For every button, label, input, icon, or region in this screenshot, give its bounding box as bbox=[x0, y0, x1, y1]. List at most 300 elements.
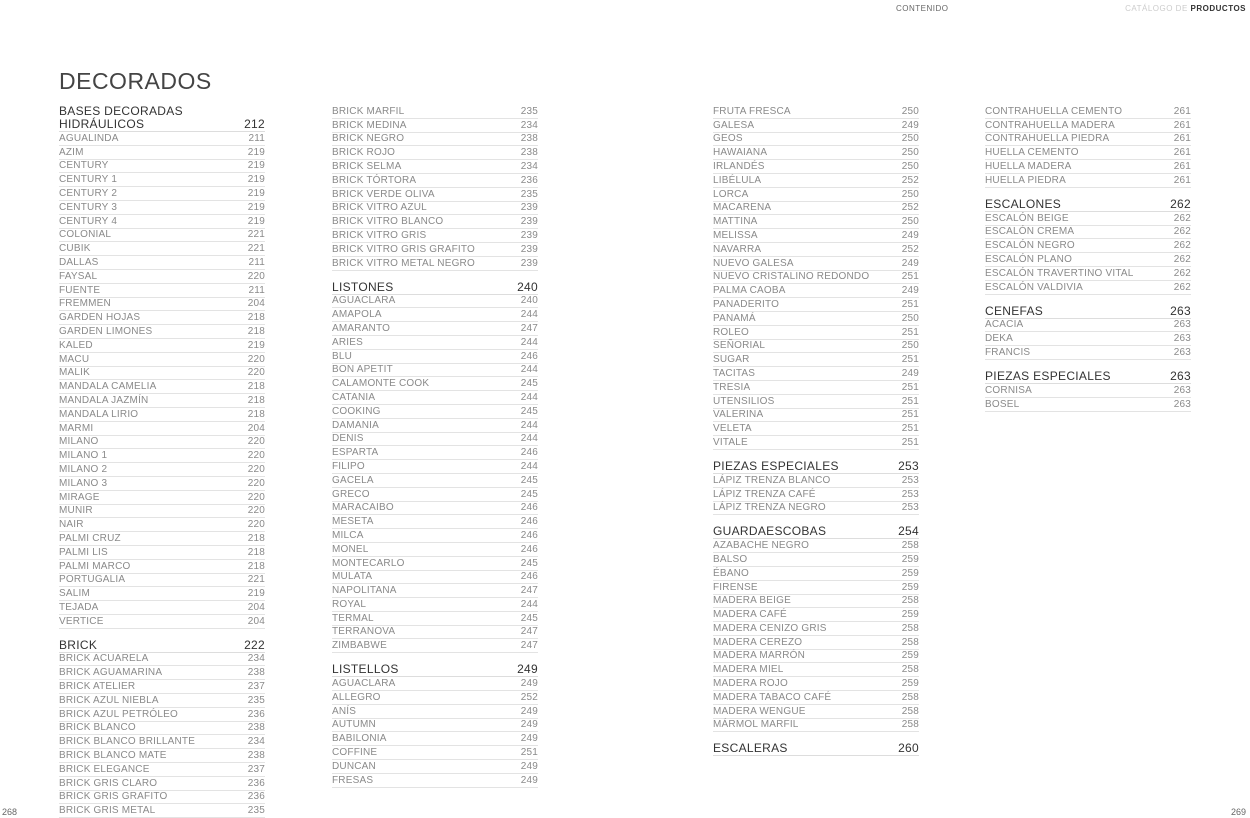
entry-page: 218 bbox=[247, 560, 265, 572]
index-entry[interactable] bbox=[985, 105, 1191, 119]
entry-name: MUNIR bbox=[59, 505, 93, 517]
index-entry[interactable] bbox=[713, 705, 919, 719]
index-entry[interactable] bbox=[332, 336, 538, 350]
index-entry[interactable] bbox=[59, 791, 265, 805]
entry-page: 218 bbox=[247, 394, 265, 406]
entry-page: 221 bbox=[247, 574, 265, 586]
index-section bbox=[985, 370, 1191, 412]
entry-page: 250 bbox=[901, 188, 919, 200]
index-entry[interactable] bbox=[59, 325, 265, 339]
index-entry[interactable] bbox=[713, 436, 919, 450]
entry-name: SALIM bbox=[59, 588, 91, 600]
index-entry[interactable] bbox=[59, 353, 265, 367]
index-section bbox=[985, 105, 1191, 188]
index-entry[interactable] bbox=[59, 146, 265, 160]
index-entry[interactable] bbox=[713, 298, 919, 312]
entry-name: CONTRAHUELLA PIEDRA bbox=[985, 133, 1110, 145]
index-entry[interactable] bbox=[985, 253, 1191, 267]
index-entry[interactable] bbox=[332, 446, 538, 460]
index-entry[interactable] bbox=[332, 174, 538, 188]
index-entry[interactable] bbox=[713, 312, 919, 326]
entry-name: MONTECARLO bbox=[332, 557, 405, 569]
entry-name: KALED bbox=[59, 339, 93, 351]
index-entry[interactable] bbox=[332, 515, 538, 529]
entry-page: 261 bbox=[1173, 105, 1191, 117]
index-entry[interactable] bbox=[713, 539, 919, 553]
entry-name: HUELLA CEMENTO bbox=[985, 147, 1079, 159]
index-entry[interactable] bbox=[59, 722, 265, 736]
entry-page: 258 bbox=[901, 691, 919, 703]
entry-page: 262 bbox=[1173, 212, 1191, 224]
entry-page: 234 bbox=[520, 119, 538, 131]
index-entry[interactable] bbox=[332, 571, 538, 585]
index-entry[interactable] bbox=[332, 160, 538, 174]
entry-name: LIBÉLULA bbox=[713, 174, 762, 186]
index-entry[interactable] bbox=[332, 350, 538, 364]
index-entry[interactable] bbox=[332, 488, 538, 502]
index-entry[interactable] bbox=[59, 173, 265, 187]
section-heading[interactable] bbox=[59, 105, 265, 132]
entry-name: MILANO 2 bbox=[59, 463, 108, 475]
entry-name: BALSO bbox=[713, 553, 748, 565]
entry-page: 258 bbox=[901, 636, 919, 648]
entry-page: 258 bbox=[901, 719, 919, 731]
index-entry[interactable] bbox=[713, 367, 919, 381]
index-entry[interactable] bbox=[332, 391, 538, 405]
entry-name: MADERA MIEL bbox=[713, 664, 784, 676]
section-heading[interactable] bbox=[59, 639, 265, 653]
entry-name: DAMANIA bbox=[332, 419, 379, 431]
index-entry[interactable] bbox=[985, 133, 1191, 147]
entry-page: 250 bbox=[901, 133, 919, 145]
index-entry[interactable] bbox=[332, 598, 538, 612]
entry-name: COFFINE bbox=[332, 747, 378, 759]
entry-name: BRICK ELEGANCE bbox=[59, 763, 150, 775]
index-entry[interactable] bbox=[59, 408, 265, 422]
index-entry[interactable] bbox=[59, 749, 265, 763]
index-entry[interactable] bbox=[713, 608, 919, 622]
entry-page: 253 bbox=[901, 488, 919, 500]
index-entry[interactable] bbox=[713, 581, 919, 595]
index-entry[interactable] bbox=[59, 708, 265, 722]
entry-page: 249 bbox=[520, 719, 538, 731]
index-entry[interactable] bbox=[713, 395, 919, 409]
index-entry[interactable] bbox=[713, 215, 919, 229]
section-heading[interactable] bbox=[713, 742, 919, 756]
entry-page: 251 bbox=[901, 298, 919, 310]
index-entry[interactable] bbox=[985, 160, 1191, 174]
index-entry[interactable] bbox=[332, 133, 538, 147]
index-entry[interactable] bbox=[713, 202, 919, 216]
section-title: BASES DECORADAS HIDRÁULICOS bbox=[59, 104, 183, 131]
index-entry[interactable] bbox=[713, 650, 919, 664]
index-entry[interactable] bbox=[332, 229, 538, 243]
index-entry[interactable] bbox=[713, 502, 919, 516]
index-entry[interactable] bbox=[332, 322, 538, 336]
index-entry[interactable] bbox=[332, 202, 538, 216]
index-entry[interactable] bbox=[713, 595, 919, 609]
section-heading[interactable] bbox=[713, 525, 919, 539]
index-entry[interactable] bbox=[332, 639, 538, 653]
index-entry[interactable] bbox=[59, 560, 265, 574]
entry-page: 236 bbox=[247, 708, 265, 720]
entry-page: 245 bbox=[520, 612, 538, 624]
index-entry[interactable] bbox=[332, 188, 538, 202]
index-entry[interactable] bbox=[332, 626, 538, 640]
index-entry[interactable] bbox=[332, 557, 538, 571]
entry-page: 220 bbox=[247, 270, 265, 282]
entry-name: PALMA CAOBA bbox=[713, 285, 786, 297]
index-entry[interactable] bbox=[332, 474, 538, 488]
entry-page: 220 bbox=[247, 353, 265, 365]
index-entry[interactable] bbox=[332, 105, 538, 119]
entry-name: AZABACHE NEGRO bbox=[713, 540, 810, 552]
entry-page: 238 bbox=[520, 133, 538, 145]
index-entry[interactable] bbox=[332, 612, 538, 626]
index-entry[interactable] bbox=[985, 174, 1191, 188]
entry-page: 250 bbox=[901, 340, 919, 352]
section-heading[interactable] bbox=[332, 281, 538, 295]
entry-page: 246 bbox=[520, 447, 538, 459]
index-entry[interactable] bbox=[332, 691, 538, 705]
entry-page: 219 bbox=[247, 160, 265, 172]
entry-page: 246 bbox=[520, 350, 538, 362]
index-entry[interactable] bbox=[332, 760, 538, 774]
entry-name: FIRENSE bbox=[713, 581, 758, 593]
entry-page: 240 bbox=[520, 295, 538, 307]
entry-name: LÁPIZ TRENZA CAFÉ bbox=[713, 488, 816, 500]
index-entry[interactable] bbox=[332, 405, 538, 419]
index-entry[interactable] bbox=[713, 271, 919, 285]
index-entry[interactable] bbox=[59, 518, 265, 532]
index-entry[interactable] bbox=[59, 380, 265, 394]
entry-name: DALLAS bbox=[59, 256, 99, 268]
section-heading[interactable] bbox=[713, 460, 919, 474]
entry-name: NAVARRA bbox=[713, 243, 762, 255]
index-entry[interactable] bbox=[59, 132, 265, 146]
index-entry[interactable] bbox=[713, 488, 919, 502]
index-entry[interactable] bbox=[713, 243, 919, 257]
index-entry[interactable] bbox=[59, 284, 265, 298]
index-entry[interactable] bbox=[59, 215, 265, 229]
index-entry[interactable] bbox=[59, 463, 265, 477]
entry-name: ACACIA bbox=[985, 319, 1024, 331]
entry-name: ESPARTA bbox=[332, 447, 379, 459]
entry-page: 244 bbox=[520, 309, 538, 321]
index-entry[interactable] bbox=[332, 433, 538, 447]
entry-name: ESCALÓN PLANO bbox=[985, 253, 1073, 265]
section-page: 262 bbox=[1170, 196, 1191, 211]
index-entry[interactable] bbox=[713, 553, 919, 567]
entry-page: 263 bbox=[1173, 319, 1191, 331]
entry-name: MULATA bbox=[332, 571, 373, 583]
index-entry[interactable] bbox=[985, 398, 1191, 412]
index-entry[interactable] bbox=[332, 364, 538, 378]
entry-name: CENTURY bbox=[59, 160, 109, 172]
entry-page: 259 bbox=[901, 581, 919, 593]
entry-page: 238 bbox=[247, 722, 265, 734]
header-catalog-label bbox=[1125, 4, 1246, 13]
index-entry[interactable] bbox=[713, 174, 919, 188]
index-entry[interactable] bbox=[59, 311, 265, 325]
entry-name: CATANIA bbox=[332, 391, 376, 403]
entry-name: ESCALÓN CREMA bbox=[985, 226, 1075, 238]
entry-name: BRICK AZUL NIEBLA bbox=[59, 694, 159, 706]
index-entry[interactable] bbox=[985, 384, 1191, 398]
entry-name: GARDEN LIMONES bbox=[59, 325, 153, 337]
index-entry[interactable] bbox=[713, 133, 919, 147]
entry-page: 245 bbox=[520, 405, 538, 417]
entry-name: NAPOLITANA bbox=[332, 585, 397, 597]
index-entry[interactable] bbox=[59, 491, 265, 505]
entry-name: BRICK SELMA bbox=[332, 160, 402, 172]
section-heading[interactable] bbox=[985, 198, 1191, 212]
index-entry[interactable] bbox=[59, 804, 265, 818]
index-entry[interactable] bbox=[332, 719, 538, 733]
index-entry[interactable] bbox=[59, 436, 265, 450]
index-entry[interactable] bbox=[332, 705, 538, 719]
index-section bbox=[332, 663, 538, 787]
entry-page: 259 bbox=[901, 567, 919, 579]
index-entry[interactable] bbox=[59, 777, 265, 791]
index-entry[interactable] bbox=[59, 735, 265, 749]
entry-page: 246 bbox=[520, 571, 538, 583]
index-entry[interactable] bbox=[59, 256, 265, 270]
index-column-4 bbox=[985, 105, 1191, 412]
section-page: 249 bbox=[517, 662, 538, 677]
index-section bbox=[985, 198, 1191, 295]
entry-page: 219 bbox=[247, 187, 265, 199]
entry-name: COOKING bbox=[332, 405, 381, 417]
entry-name: GALESA bbox=[713, 119, 755, 131]
entry-page: 235 bbox=[520, 188, 538, 200]
entry-page: 220 bbox=[247, 477, 265, 489]
index-entry[interactable] bbox=[985, 226, 1191, 240]
index-entry[interactable] bbox=[59, 270, 265, 284]
index-entry[interactable] bbox=[332, 732, 538, 746]
index-entry[interactable] bbox=[332, 308, 538, 322]
index-entry[interactable] bbox=[713, 409, 919, 423]
index-entry[interactable] bbox=[713, 119, 919, 133]
index-entry[interactable] bbox=[332, 543, 538, 557]
index-entry[interactable] bbox=[59, 680, 265, 694]
header-catalog-bold: PRODUCTOS bbox=[1190, 4, 1246, 13]
index-entry[interactable] bbox=[713, 719, 919, 733]
index-entry[interactable] bbox=[985, 239, 1191, 253]
index-entry[interactable] bbox=[713, 677, 919, 691]
index-entry[interactable] bbox=[713, 353, 919, 367]
index-entry[interactable] bbox=[59, 763, 265, 777]
index-entry[interactable] bbox=[59, 615, 265, 629]
section-heading[interactable] bbox=[985, 370, 1191, 384]
entry-name: CORNISA bbox=[985, 384, 1032, 396]
index-entry[interactable] bbox=[332, 215, 538, 229]
entry-page: 249 bbox=[901, 119, 919, 131]
entry-page: 253 bbox=[901, 474, 919, 486]
index-entry[interactable] bbox=[713, 691, 919, 705]
index-entry[interactable] bbox=[713, 188, 919, 202]
section-heading[interactable] bbox=[985, 305, 1191, 319]
index-entry[interactable] bbox=[332, 146, 538, 160]
index-entry[interactable] bbox=[332, 419, 538, 433]
entry-name: BRICK AZUL PETRÓLEO bbox=[59, 708, 179, 720]
entry-name: ESCALÓN VALDIVIA bbox=[985, 281, 1084, 293]
entry-name: GRECO bbox=[332, 488, 370, 500]
index-section bbox=[332, 105, 538, 271]
index-entry[interactable] bbox=[713, 381, 919, 395]
index-entry[interactable] bbox=[332, 529, 538, 543]
index-entry[interactable] bbox=[985, 281, 1191, 295]
section-page: 240 bbox=[517, 279, 538, 294]
index-entry[interactable] bbox=[59, 422, 265, 436]
entry-page: 244 bbox=[520, 391, 538, 403]
index-entry[interactable] bbox=[59, 339, 265, 353]
entry-name: BRICK MARFIL bbox=[332, 105, 405, 117]
entry-name: MADERA MARRÓN bbox=[713, 650, 806, 662]
index-entry[interactable] bbox=[332, 460, 538, 474]
index-entry[interactable] bbox=[59, 587, 265, 601]
index-entry[interactable] bbox=[985, 212, 1191, 226]
entry-name: BRICK ACUARELA bbox=[59, 653, 149, 665]
entry-page: 219 bbox=[247, 146, 265, 158]
index-entry[interactable] bbox=[59, 298, 265, 312]
entry-name: PALMI LIS bbox=[59, 546, 108, 558]
entry-name: VITALE bbox=[713, 436, 748, 448]
entry-page: 251 bbox=[901, 326, 919, 338]
index-entry[interactable] bbox=[713, 284, 919, 298]
entry-page: 218 bbox=[247, 532, 265, 544]
section-title: BRICK bbox=[59, 637, 98, 652]
index-entry[interactable] bbox=[59, 242, 265, 256]
index-entry[interactable] bbox=[713, 160, 919, 174]
index-entry[interactable] bbox=[332, 502, 538, 516]
index-entry[interactable] bbox=[332, 746, 538, 760]
index-entry[interactable] bbox=[59, 160, 265, 174]
index-entry[interactable] bbox=[713, 146, 919, 160]
entry-page: 262 bbox=[1173, 226, 1191, 238]
entry-page: 251 bbox=[901, 354, 919, 366]
index-entry[interactable] bbox=[59, 229, 265, 243]
entry-name: COLONIAL bbox=[59, 229, 112, 241]
entry-name: ESCALÓN NEGRO bbox=[985, 240, 1075, 252]
entry-page: 245 bbox=[520, 488, 538, 500]
index-entry[interactable] bbox=[985, 267, 1191, 281]
index-entry[interactable] bbox=[985, 119, 1191, 133]
index-entry[interactable] bbox=[713, 474, 919, 488]
index-entry[interactable] bbox=[713, 340, 919, 354]
index-entry[interactable] bbox=[332, 243, 538, 257]
index-entry[interactable] bbox=[59, 546, 265, 560]
index-entry[interactable] bbox=[59, 449, 265, 463]
index-entry[interactable] bbox=[332, 377, 538, 391]
entry-page: 238 bbox=[520, 147, 538, 159]
index-entry[interactable] bbox=[713, 229, 919, 243]
index-entry[interactable] bbox=[332, 119, 538, 133]
index-entry[interactable] bbox=[985, 146, 1191, 160]
index-entry[interactable] bbox=[985, 332, 1191, 346]
index-entry[interactable] bbox=[59, 201, 265, 215]
entry-name: CUBIK bbox=[59, 243, 91, 255]
index-entry[interactable] bbox=[59, 653, 265, 667]
entry-page: 237 bbox=[247, 681, 265, 693]
entry-name: FUENTE bbox=[59, 284, 101, 296]
index-entry[interactable] bbox=[713, 257, 919, 271]
entry-name: CENTURY 2 bbox=[59, 187, 118, 199]
index-entry[interactable] bbox=[713, 326, 919, 340]
entry-name: TERMAL bbox=[332, 612, 374, 624]
index-entry[interactable] bbox=[713, 422, 919, 436]
entry-page: 244 bbox=[520, 364, 538, 376]
entry-name: ANÍS bbox=[332, 705, 357, 717]
index-entry[interactable] bbox=[985, 319, 1191, 333]
entry-page: 218 bbox=[247, 408, 265, 420]
entry-name: ARIES bbox=[332, 336, 364, 348]
entry-page: 259 bbox=[901, 553, 919, 565]
index-entry[interactable] bbox=[985, 346, 1191, 360]
entry-name: BRICK TÓRTORA bbox=[332, 174, 417, 186]
index-entry[interactable] bbox=[332, 774, 538, 788]
index-entry[interactable] bbox=[59, 394, 265, 408]
entry-page: 218 bbox=[247, 546, 265, 558]
entry-name: AGUACLARA bbox=[332, 295, 396, 307]
index-section bbox=[59, 105, 265, 629]
entry-name: MADERA CEREZO bbox=[713, 636, 803, 648]
entry-page: 245 bbox=[520, 474, 538, 486]
entry-page: 250 bbox=[901, 105, 919, 117]
entry-name: MANDALA LIRIO bbox=[59, 408, 139, 420]
entry-page: 249 bbox=[520, 678, 538, 690]
index-entry[interactable] bbox=[59, 477, 265, 491]
index-entry[interactable] bbox=[59, 505, 265, 519]
entry-page: 247 bbox=[520, 640, 538, 652]
index-entry[interactable] bbox=[713, 105, 919, 119]
index-entry[interactable] bbox=[59, 187, 265, 201]
section-title: PIEZAS ESPECIALES bbox=[713, 458, 839, 473]
entry-page: 261 bbox=[1173, 133, 1191, 145]
index-entry[interactable] bbox=[332, 677, 538, 691]
entry-page: 244 bbox=[520, 598, 538, 610]
index-entry[interactable] bbox=[59, 367, 265, 381]
index-entry[interactable] bbox=[59, 666, 265, 680]
entry-page: 259 bbox=[901, 650, 919, 662]
entry-name: ZIMBABWE bbox=[332, 640, 387, 652]
entry-name: TEJADA bbox=[59, 601, 99, 613]
index-entry[interactable] bbox=[713, 636, 919, 650]
index-entry[interactable] bbox=[332, 584, 538, 598]
entry-page: 252 bbox=[901, 202, 919, 214]
index-entry[interactable] bbox=[59, 601, 265, 615]
entry-name: BRICK ROJO bbox=[332, 147, 396, 159]
index-entry[interactable] bbox=[713, 663, 919, 677]
index-entry[interactable] bbox=[332, 257, 538, 271]
entry-name: ROLEO bbox=[713, 326, 750, 338]
index-entry[interactable] bbox=[713, 567, 919, 581]
entry-page: 219 bbox=[247, 339, 265, 351]
index-entry[interactable] bbox=[59, 694, 265, 708]
entry-name: MILANO 1 bbox=[59, 450, 108, 462]
entry-page: 246 bbox=[520, 516, 538, 528]
index-entry[interactable] bbox=[59, 574, 265, 588]
section-heading[interactable] bbox=[332, 663, 538, 677]
index-entry[interactable] bbox=[59, 532, 265, 546]
section-title: LISTONES bbox=[332, 279, 394, 294]
entry-name: BABILONIA bbox=[332, 733, 387, 745]
index-entry[interactable] bbox=[713, 622, 919, 636]
index-entry[interactable] bbox=[332, 295, 538, 309]
page-number-left: 268 bbox=[2, 807, 18, 817]
entry-name: MILCA bbox=[332, 529, 364, 541]
entry-name: BRICK VERDE OLIVA bbox=[332, 188, 435, 200]
